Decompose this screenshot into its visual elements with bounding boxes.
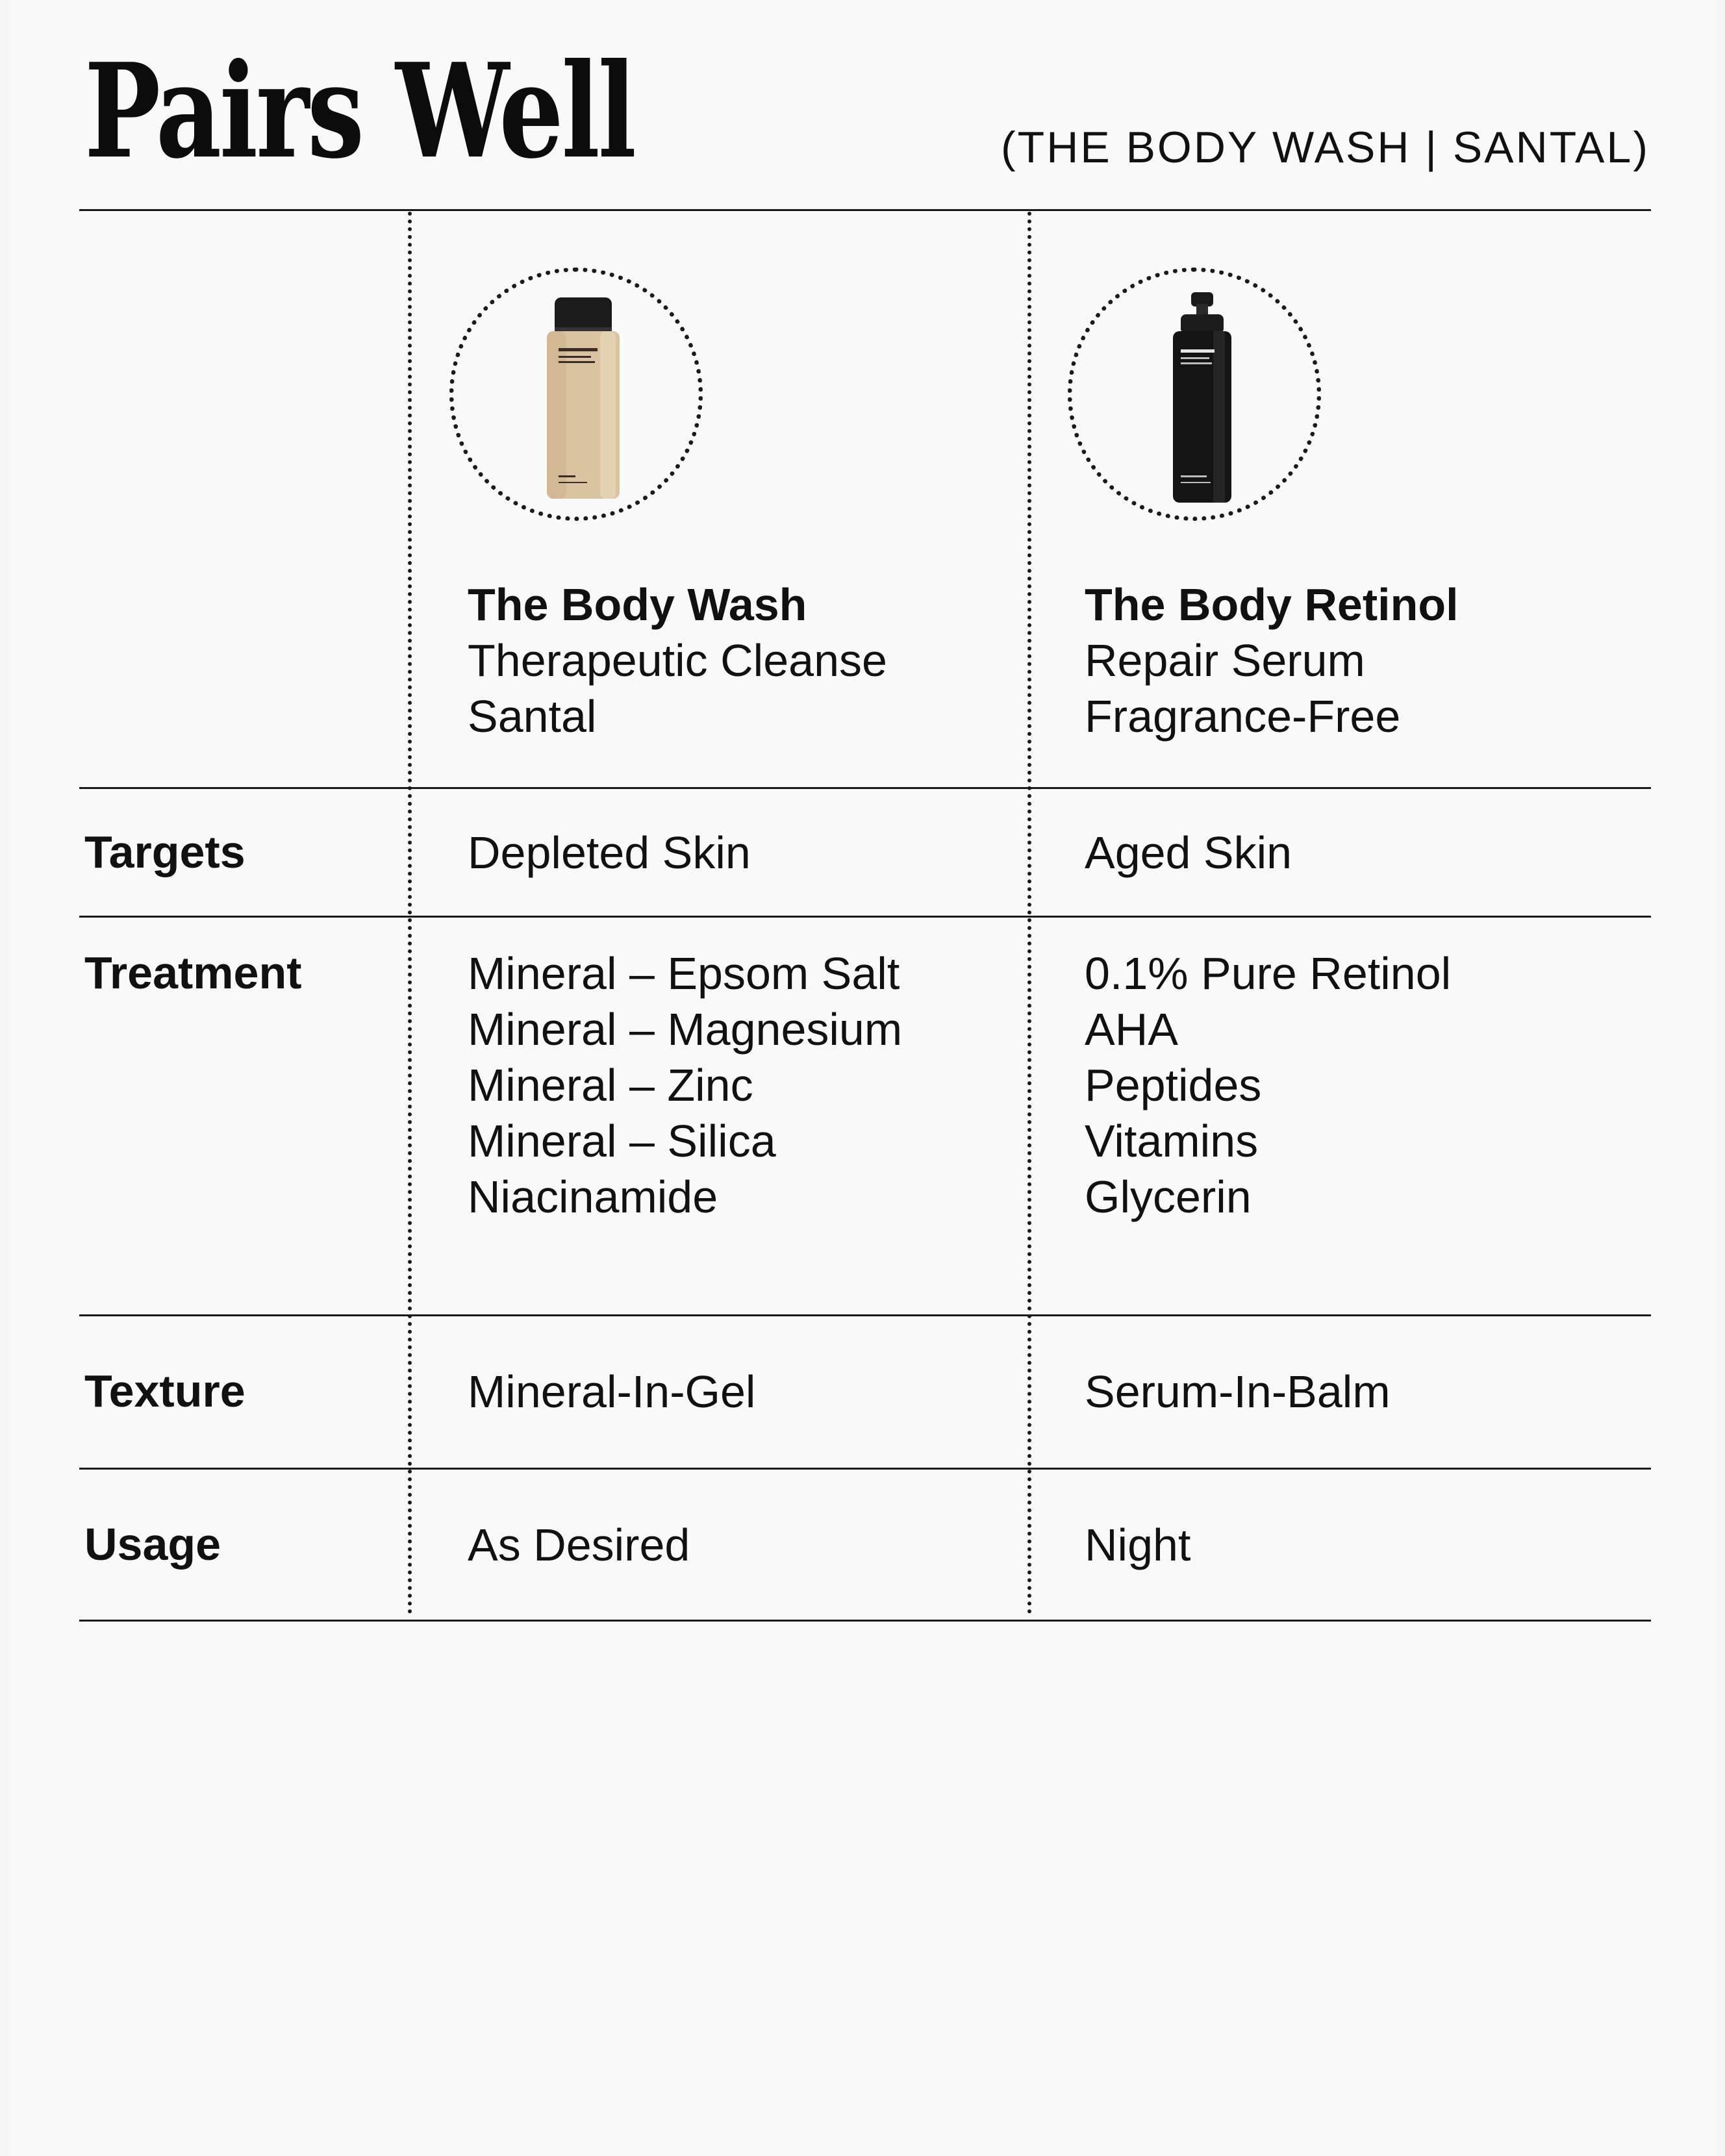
treatment-item: Peptides [1085,1060,1262,1110]
texture-value-body-retinol: Serum-In-Balm [1085,1366,1391,1417]
page-title: Pairs Well [84,35,635,188]
usage-value-body-wash: As Desired [468,1520,690,1570]
row-divider-targets [79,787,1651,789]
product-subtitle: Repair Serum [1085,635,1365,686]
product-info-body-retinol [1085,577,1459,744]
row-divider-treatment [79,916,1651,918]
targets-value-body-retinol: Aged Skin [1085,827,1292,878]
product-variant: Santal [468,691,597,742]
row-label-usage: Usage [84,1519,221,1570]
treatment-item: Mineral – Zinc [468,1060,753,1110]
treatment-item: 0.1% Pure Retinol [1085,948,1452,999]
amber-bottle-icon [544,294,622,501]
treatment-list-body-wash [468,946,902,1225]
treatment-list-body-retinol [1085,946,1451,1225]
row-divider-texture [79,1314,1651,1316]
product-name: The Body Retinol [1085,579,1459,630]
treatment-item: Glycerin [1085,1172,1252,1222]
product-subtitle: Therapeutic Cleanse [468,635,887,686]
column-separator-1 [408,212,412,1614]
targets-value-body-wash: Depleted Skin [468,827,751,878]
treatment-item: Mineral – Silica [468,1116,776,1166]
row-label-texture: Texture [84,1366,246,1416]
row-divider-usage [79,1468,1651,1470]
usage-value-body-retinol: Night [1085,1520,1191,1570]
treatment-item: Vitamins [1085,1116,1259,1166]
treatment-item: Mineral – Magnesium [468,1004,903,1055]
row-label-treatment: Treatment [84,947,302,998]
page-subtitle: (THE BODY WASH | SANTAL) [1001,123,1650,172]
texture-value-body-wash: Mineral-In-Gel [468,1366,756,1417]
black-pump-bottle-icon [1166,291,1238,505]
treatment-item: Mineral – Epsom Salt [468,948,900,999]
treatment-item: AHA [1085,1004,1178,1055]
column-separator-2 [1027,212,1031,1614]
row-label-targets: Targets [84,827,246,877]
product-info-body-wash [468,577,887,744]
table-bottom-divider [79,1620,1651,1622]
header-divider [79,209,1651,211]
treatment-item: Niacinamide [468,1172,718,1222]
product-name: The Body Wash [468,579,807,630]
product-variant: Fragrance-Free [1085,691,1401,742]
